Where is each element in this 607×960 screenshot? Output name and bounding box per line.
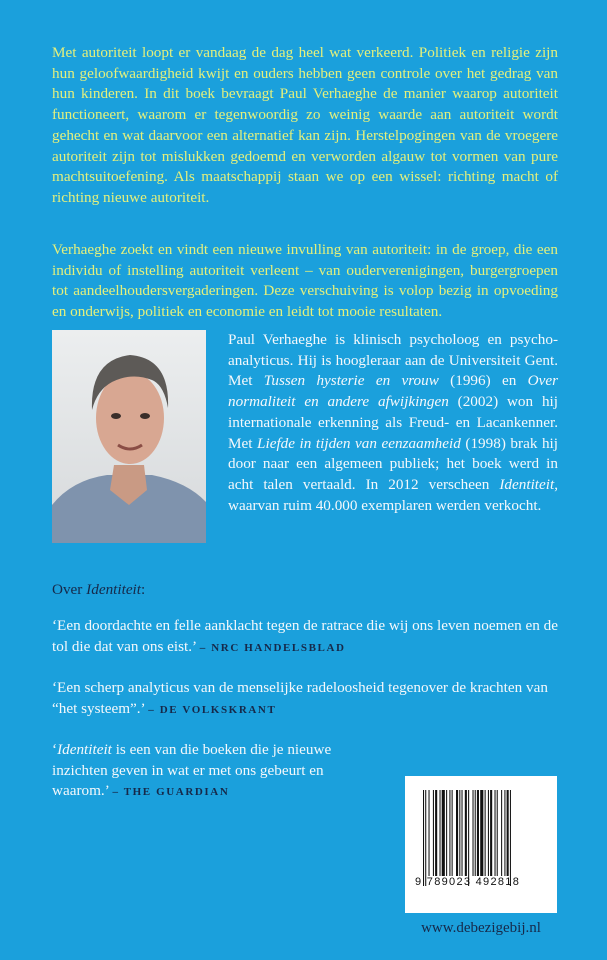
barcode-bar	[468, 790, 469, 886]
barcode-bar	[490, 790, 492, 876]
barcode-bar	[440, 790, 441, 876]
quote-text: ‘Een doordachte en felle aanklacht tegen de ratrace die wij ons leven noemen en de tol die dat van ons eist.’	[52, 617, 559, 655]
barcode-bar	[477, 790, 479, 876]
barcode-bar	[480, 790, 483, 876]
barcode-bar	[475, 790, 476, 876]
bio-text: (1996) en	[438, 372, 528, 390]
isbn-barcode	[405, 776, 557, 913]
intro-paragraph-2: Verhaeghe zoekt en vindt een nieuwe invulling van autoriteit: in de groep, die een individu of instelling autoriteit verleent – van ouderverenigingen, burgergroepen tot aandeelhoudersvergaderingen. Deze verschuiving is volop bezig in opvoeding en onderwijs, politiek en economie en leidt tot mooie resultaten.	[52, 241, 558, 321]
reviews-heading	[52, 580, 558, 601]
quote-open: ‘	[52, 741, 58, 758]
publisher-url: www.debezigebij.nl	[421, 920, 541, 936]
barcode-bar	[452, 790, 453, 876]
quote-text: is een van die boeken die je nieuwe inzichten geven in wat er met ons gebeurt en waarom.’	[52, 741, 332, 800]
bio-text: Paul Verhaeghe is klinisch psycholoog en psychoanalyticus. Hij is hoogleraar aan de Universiteit Gent. Met	[228, 331, 558, 390]
intro-paragraph-1: Met autoriteit loopt er vandaag de dag heel wat verkeerd. Politiek en religie zijn hun geloofwaardigheid kwijt en ouders hebben geen controle over het gedrag van hun kinderen. In dit boek bevraagt Paul Verhaeghe de manier waarop autoriteit functioneert, waarom er tegenwoordig zo weinig waarde aan autoriteit wordt gehecht en wat daarvoor een alternatief kan zijn. Herstelpogingen van de vroegere autoriteit zijn tot mislukken gedoemd en verworden algauw tot vormen van pure machtsuitoefening. Als maatschappij staan we op een wissel: richting macht of richting nieuwe autoriteit.	[52, 44, 558, 206]
book-title: Liefde in tijden van eenzaamheid	[257, 434, 461, 452]
review-quote	[52, 678, 558, 720]
barcode-bar	[485, 790, 486, 876]
barcode-bar	[449, 790, 450, 876]
barcode-bar	[433, 790, 434, 876]
reviews-heading-suffix: :	[141, 581, 146, 598]
barcode-bar	[497, 790, 498, 876]
reviews-heading-title: Identiteit	[86, 581, 141, 598]
quote-source: – DE VOLKSKRANT	[148, 703, 277, 716]
quote-source: – THE GUARDIAN	[112, 786, 230, 799]
barcode-bar	[473, 790, 474, 876]
barcode-bar	[501, 790, 502, 876]
bio-text: (2002) won hij internationale erkenning als Freud- en Lacankenner. Met	[228, 393, 558, 452]
barcode-bar	[465, 790, 467, 876]
author-photo	[52, 330, 206, 543]
barcode-bar	[510, 790, 511, 886]
quote-source: – NRC HANDELSBLAD	[199, 641, 346, 654]
bio-text: (1998) brak hij door naar een algemeen publiek; het boek werd in acht talen vertaald. In 2012 verscheen	[228, 434, 558, 493]
barcode-bar	[462, 790, 463, 876]
barcode-bar	[429, 790, 430, 876]
book-title: Tussen hysterie en vrouw	[263, 372, 439, 390]
quote-title: Identiteit	[57, 741, 112, 758]
review-quote	[52, 740, 372, 803]
barcode-bar	[459, 790, 460, 876]
isbn-number: 9 789023 492818	[415, 876, 521, 888]
barcode-bar	[423, 790, 424, 886]
quote-text: ‘Een scherp analyticus van de menselijke radeloosheid tegenover de krachten van “het systeem”.’	[52, 679, 548, 717]
barcode-bar	[488, 790, 489, 876]
barcode-bars	[417, 790, 549, 886]
barcode-bar	[442, 790, 445, 876]
barcode-bar	[504, 790, 505, 876]
barcode-bar	[446, 790, 447, 876]
review-quote	[52, 616, 558, 658]
book-title: Over normaliteit en andere afwijkingen	[228, 372, 558, 411]
author-bio	[228, 330, 558, 516]
reviews-heading-prefix: Over	[52, 581, 87, 598]
barcode-bar	[456, 790, 458, 876]
barcode-bar	[435, 790, 437, 876]
barcode-bar	[425, 790, 426, 886]
book-title: Identiteit	[499, 475, 555, 493]
barcode-bar	[507, 790, 509, 876]
barcode-bar	[495, 790, 496, 876]
bio-text: , waarvan ruim 40.000 exemplaren werden verkocht.	[228, 475, 558, 514]
